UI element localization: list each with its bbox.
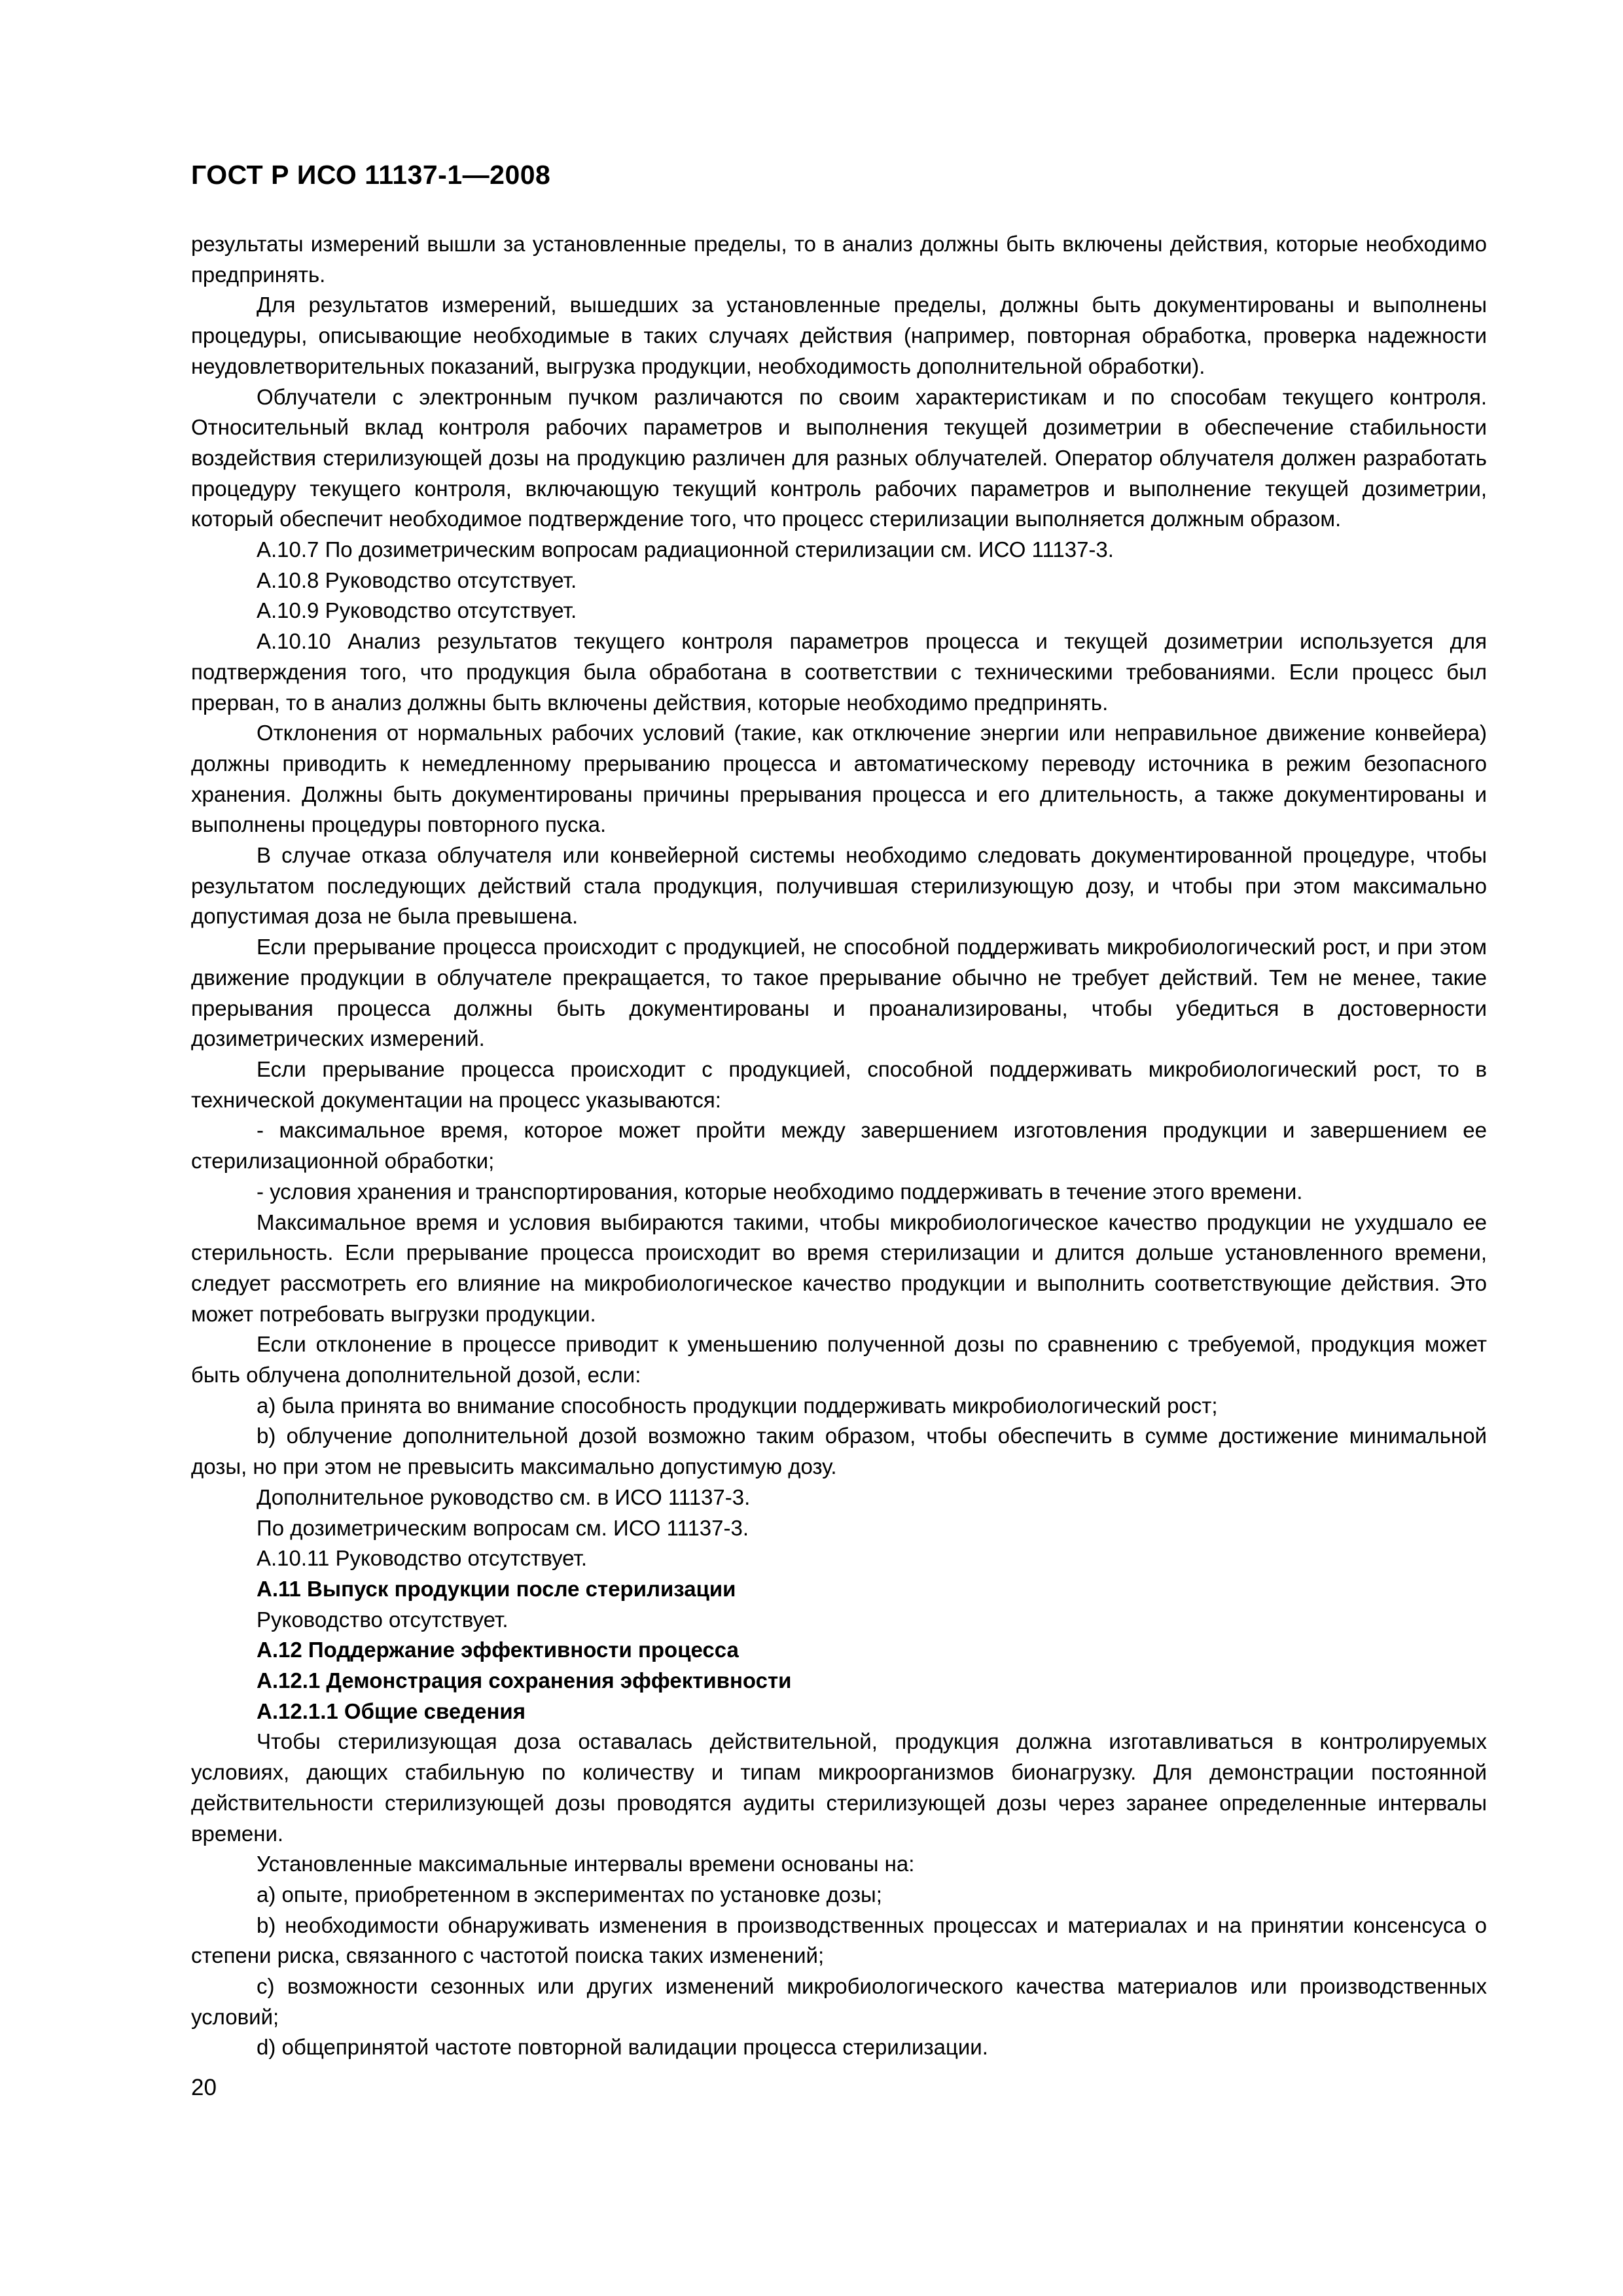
section-heading: А.11 Выпуск продукции после стерилизации (257, 1576, 736, 1601)
document-header: ГОСТ Р ИСО 11137-1—2008 (191, 160, 551, 190)
section-heading: А.12 Поддержание эффективности процесса (257, 1638, 739, 1662)
paragraph: Для результатов измерений, вышедших за установленные пределы, должны быть документированы и выполнены процедуры, описывающие необходимые в таких случаях действия (например, повторная обработка, проверка надежности неудовлетворительных показаний, выгрузка продукции, необходимость дополнительной обработки). (191, 293, 1487, 378)
paragraph: a) опыте, приобретенном в экспериментах по установке дозы; (257, 1882, 882, 1907)
paragraph: Максимальное время и условия выбираются такими, чтобы микробиологическое качество продукции не ухудшало ее стерильность. Если прерывание процесса происходит во время стерилизации и длится дольше установленного времени, следует рассмотреть его влияние на микробиологическое качество продукции и выполнить соответствующие действия. Это может потребовать выгрузки продукции. (191, 1210, 1487, 1326)
paragraph: А.10.8 Руководство отсутствует. (257, 567, 577, 592)
paragraph: a) была принята во внимание способность продукции поддерживать микробиологический рост; (257, 1393, 1218, 1418)
paragraph: b) необходимости обнаруживать изменения в производственных процессах и материалах и на принятии консенсуса о степени риска, связанного с частотой поиска таких изменений; (191, 1912, 1487, 1968)
paragraph: А.10.7 По дозиметрическим вопросам радиационной стерилизации см. ИСО 11137-3. (257, 537, 1114, 562)
paragraph: Если прерывание процесса происходит с продукцией, способной поддерживать микробиологический рост, то в технической документации на процесс указываются: (191, 1056, 1487, 1112)
paragraph: b) облучение дополнительной дозой возможно таким образом, чтобы обеспечить в сумме достижение минимальной дозы, но при этом не превысить максимально допустимую дозу. (191, 1424, 1487, 1479)
paragraph: c) возможности сезонных или других изменений микробиологического качества материалов или производственных условий; (191, 1974, 1487, 2029)
paragraph: А.10.10 Анализ результатов текущего контроля параметров процесса и текущей дозиметрии используется для подтверждения того, что продукция была обработана в соответствии с техническими требованиями. Если процесс был прерван, то в анализ должны быть включены действия, которые необходимо предпринять. (191, 629, 1487, 715)
paragraph: Отклонения от нормальных рабочих условий (такие, как отключение энергии или неправильное движение конвейера) должны приводить к немедленному прерыванию процесса и автоматическому переводу источника в режим безопасного хранения. Должны быть документированы причины прерывания процесса и его длительность, а также документированы и выполнены процедуры повторного пуска. (191, 721, 1487, 837)
page-number: 20 (191, 2075, 217, 2100)
paragraph: Руководство отсутствует. (257, 1607, 508, 1632)
document-body (191, 229, 1487, 2063)
paragraph: Если отклонение в процессе приводит к уменьшению полученной дозы по сравнению с требуемой, продукция может быть облучена дополнительной дозой, если: (191, 1332, 1487, 1388)
paragraph: - максимальное время, которое может пройти между завершением изготовления продукции и завершением ее стерилизационной обработки; (191, 1118, 1487, 1174)
paragraph: Дополнительное руководство см. в ИСО 11137-3. (257, 1484, 751, 1509)
paragraph: А.10.9 Руководство отсутствует. (257, 598, 577, 623)
section-heading: А.12.1.1 Общие сведения (257, 1698, 526, 1723)
paragraph: Облучатели с электронным пучком различаются по своим характеристикам и по способам текущего контроля. Относительный вклад контроля рабочих параметров и выполнения текущей дозиметрии в обеспечение стабильности воздействия стерилизующей дозы на продукцию различен для разных облучателей. Оператор облучателя должен разработать процедуру текущего контроля, включающую текущий контроль рабочих параметров и выполнение текущей дозиметрии, который обеспечит необходимое подтверждение того, что процесс стерилизации выполняется должным образом. (191, 384, 1487, 531)
paragraph: Чтобы стерилизующая доза оставалась действительной, продукция должна изготавливаться в контролируемых условиях, дающих стабильную по количеству и типам микроорганизмов бионагрузку. Для демонстрации постоянной действительности стерилизующей дозы проводятся аудиты стерилизующей дозы через заранее определенные интервалы времени. (191, 1729, 1487, 1846)
paragraph: А.10.11 Руководство отсутствует. (257, 1546, 588, 1571)
paragraph: В случае отказа облучателя или конвейерной системы необходимо следовать документированной процедуре, чтобы результатом последующих действий стала продукция, получившая стерилизующую дозу, и чтобы при этом максимально допустимая доза не была превышена. (191, 843, 1487, 929)
paragraph: результаты измерений вышли за установленные пределы, то в анализ должны быть включены действия, которые необходимо предпринять. (191, 232, 1487, 287)
section-heading: А.12.1 Демонстрация сохранения эффективности (257, 1668, 792, 1693)
paragraph: По дозиметрическим вопросам см. ИСО 11137-3. (257, 1515, 749, 1540)
paragraph: - условия хранения и транспортирования, которые необходимо поддерживать в течение этого времени. (257, 1179, 1303, 1204)
paragraph: Если прерывание процесса происходит с продукцией, не способной поддерживать микробиологический рост, и при этом движение продукции в облучателе прекращается, то такое прерывание обычно не требует действий. Тем не менее, такие прерывания процесса должны быть документированы и проанализированы, чтобы убедиться в достоверности дозиметрических измерений. (191, 935, 1487, 1051)
paragraph: d) общепринятой частоте повторной валидации процесса стерилизации. (257, 2035, 988, 2060)
paragraph: Установленные максимальные интервалы времени основаны на: (257, 1852, 915, 1876)
